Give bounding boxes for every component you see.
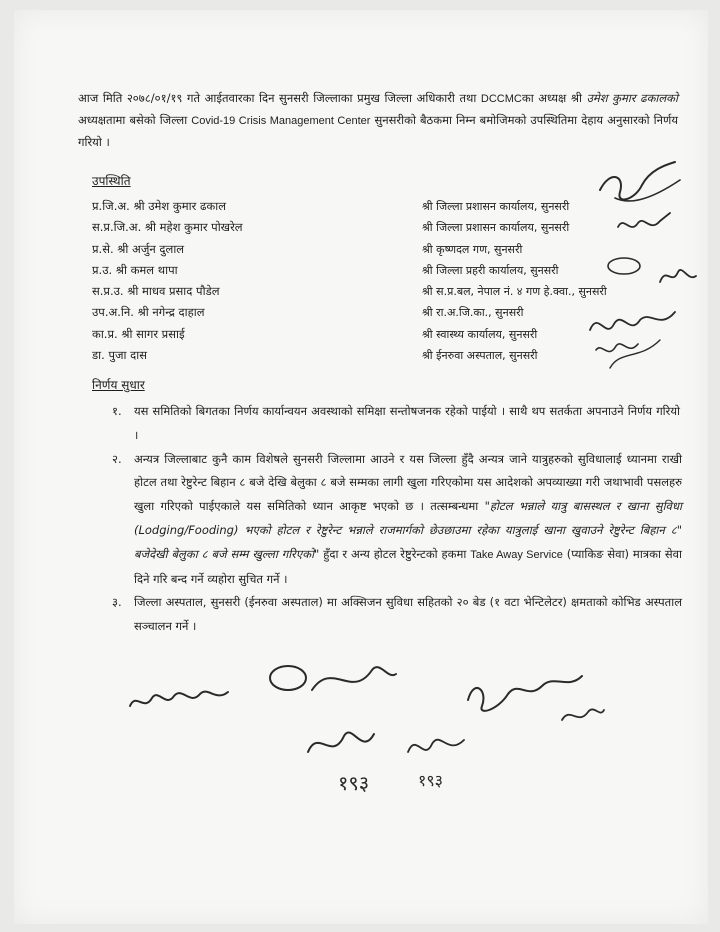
signature-bottom-1 <box>120 672 240 732</box>
decision-text: जिल्ला अस्पताल, सुनसरी (ईनरुवा अस्पताल) मा अक्सिजन सुविधा सहितको २० बेड (१ वटा भेन्टिलेटर) क्षमताको कोभिड अस्पताल सञ्चालन गर्ने । <box>134 595 682 634</box>
decision-item <box>112 448 682 592</box>
attendee-name: स.प्र.जि.अ. श्री महेश कुमार पोखरेल <box>92 220 243 235</box>
attendee-name: प्र.उ. श्री कमल थापा <box>92 262 178 277</box>
attendee-name: उप.अ.नि. श्री नगेन्द्र दाहाल <box>92 305 205 320</box>
attendee-name: प्र.से. श्री अर्जुन दुलाल <box>92 241 185 256</box>
signature-health <box>580 290 690 380</box>
decision-text: हुँदा र अन्य होटल रेष्टुरेन्टको हकमा <box>323 546 467 561</box>
attendee-name: का.प्र. श्री सागर प्रसाई <box>92 326 185 341</box>
decision-text: (प्याकिङ सेवा) मात्रका सेवा दिने गरि बन्द गर्ने व्यहोरा सुचित गर्ने । <box>134 546 683 586</box>
decision-quote: "होटल भन्नाले यात्रु बासस्थल र खाना सुविधा (Lodging/Fooding) भएको होटल र रेष्टुरेन्ट भन्नाले राजमार्गको छेउछाउमा रहेका यात्रुलाई खाना खुवाउने रेष्टुरेन्ट बिहान ८" बजेदेखी बेलुका ८ बजे सम्म खुल्ला गरिएको" <box>134 499 683 561</box>
decisions-title: निर्णय सुधार <box>92 378 145 392</box>
intro-part4: सुनसरीको बैठकमा निम्न बमोजिमको उपस्थितिमा देहाय अनुसारको निर्णय गरियो । <box>78 113 679 149</box>
decision-text: अन्यत्र जिल्लाबाट कुनै काम विशेषले सुनसरी जिल्लामा आउने र यस जिल्ला हुँदै अन्यत्र जाने यात्रुहरुको सुविधालाई ध्यानमा राखी होटल तथा रेष्टुरेन्ट बिहान ८ बजे देखि बेलुका ८ बजे सम्मका लागी खुला गरिएकोमा यस आदेशको अपव्याख्या गरी जथाभावी पसलहरु खुला गरिएको पाईएकाले यस समितिको ध्यान आकृष्ट भएको छ । तत्सम्बन्धमा <box>134 451 682 514</box>
attendee-office: श्री जिल्ला प्रहरी कार्यालय, सुनसरी <box>422 263 559 277</box>
attendee-name: स.प्र.उ. श्री माधव प्रसाद पौडेल <box>92 284 220 299</box>
attendance-names <box>92 196 382 366</box>
attendee-office: श्री जिल्ला प्रशासन कार्यालय, सुनसरी <box>422 200 570 213</box>
decision-number: २. <box>112 451 122 466</box>
decision-number: ३. <box>112 595 122 610</box>
attendee-office: श्री स.प्र.बल, नेपाल नं. ४ गण हे.क्वा., सुनसरी <box>422 285 607 299</box>
signature-mark: १९३ <box>338 771 370 795</box>
intro-dccmc: DCCMC <box>480 93 522 105</box>
intro-part3: अध्यक्षतामा बसेको जिल्ला <box>78 113 188 127</box>
takeaway-service: Take Away Service <box>470 548 563 561</box>
intro-chair-name: उमेश कुमार ढकालको <box>586 91 678 105</box>
decision-item <box>112 400 682 448</box>
intro-part1: आज मिति २०७८/०१/१९ गते आईतवारका दिन सुनसरी जिल्लाका प्रमुख जिल्ला अधिकारी तथा <box>78 91 477 105</box>
intro-part2: का अध्यक्ष श्री <box>521 91 582 105</box>
attendee-office: श्री कृष्णदल गण, सुनसरी <box>422 242 523 256</box>
decision-list <box>112 400 682 639</box>
signature-mark: १९३ <box>418 771 443 790</box>
decision-number: १. <box>112 404 122 418</box>
attendee-name: प्र.जि.अ. श्री उमेश कुमार ढकाल <box>92 199 227 213</box>
intro-center-name: Covid-19 Crisis Management Center <box>191 115 371 127</box>
intro-paragraph <box>78 88 678 153</box>
attendee-office: श्री स्वास्थ्य कार्यालय, सुनसरी <box>422 327 538 341</box>
decision-text: यस समितिको बिगतका निर्णय कार्यान्वयन अवस्थाको समिक्षा सन्तोषजनक रहेको पाईयो । साथै थप सतर्कता अपनाउने निर्णय गरियो । <box>134 404 680 442</box>
attendance-title: उपस्थिति <box>92 174 131 188</box>
attendee-name: डा. पुजा दास <box>92 348 147 363</box>
attendee-office: श्री जिल्ला प्रशासन कार्यालय, सुनसरी <box>422 221 570 235</box>
attendee-office: श्री रा.अ.जि.का., सुनसरी <box>422 306 524 320</box>
attendee-office: श्री ईनरुवा अस्पताल, सुनसरी <box>422 349 538 363</box>
signature-bottom-4 <box>298 712 498 802</box>
decision-item <box>112 591 682 639</box>
signature-cdo-asst <box>610 205 680 245</box>
